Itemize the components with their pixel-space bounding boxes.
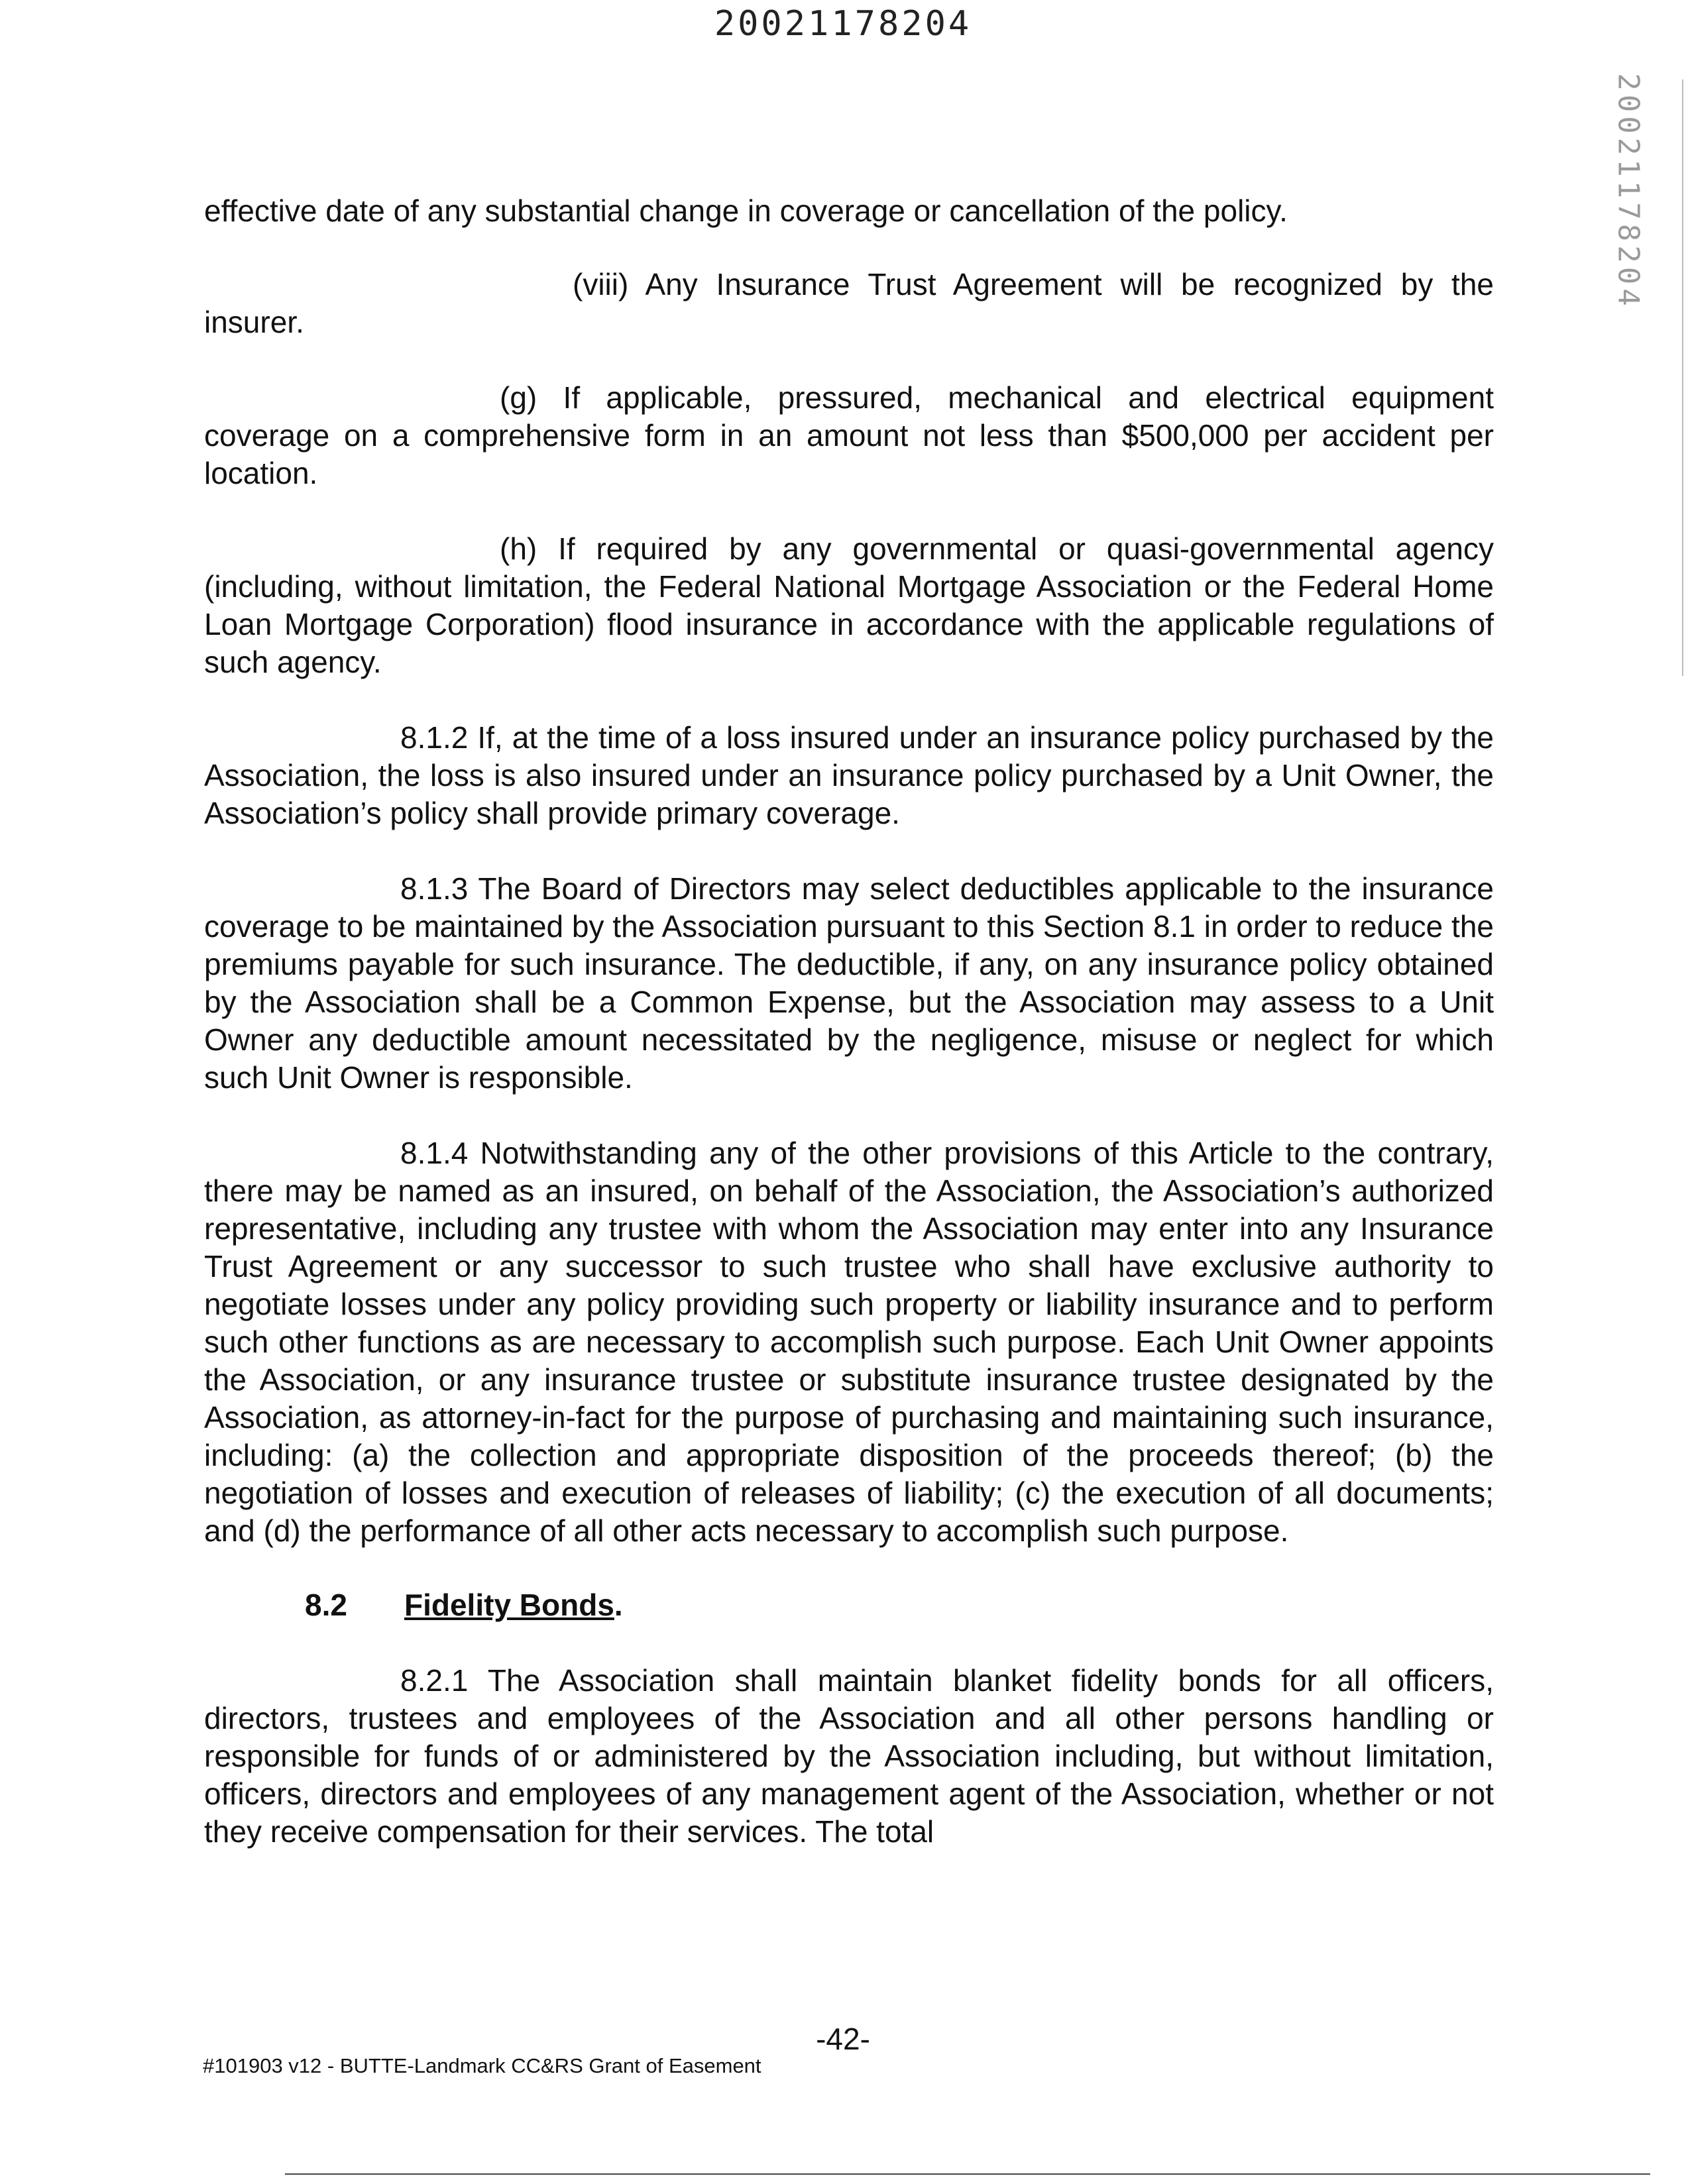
paragraph-continuation: effective date of any substantial change in coverage or cancellation of the policy.	[204, 193, 1288, 228]
paragraph-8-1-4: 8.1.4 Notwithstanding any of the other provisions of this Article to the contrary, there may be named as an insured, on behalf of the Association, the Association’s authorized representative, including any trustee with whom the Association may enter into any Insurance Trust Agreement or any successor to such trustee who shall have exclusive authority to negotiate losses under any policy providing such property or liability insurance and to perform such other functions as are necessary to accomplish such purpose. Each Unit Owner appoints the Association, or any insurance trustee or substitute insurance trustee designated by the Association, as attorney-in-fact for the purpose of purchasing and maintaining such insurance, including: (a) the collection and appropriate disposition of the proceeds thereof; (b) the negotiation of losses and execution of releases of liability; (c) the execution of all documents; and (d) the performance of all other acts necessary to accomplish such purpose.	[204, 1136, 1494, 1548]
document-body	[204, 192, 1494, 1851]
side-stamp-text: 20021178204	[1611, 73, 1646, 310]
section-number: 8.2	[305, 1588, 347, 1622]
section-title: Fidelity Bonds	[404, 1588, 614, 1622]
bottom-rule	[285, 2173, 1650, 2175]
paragraph-g: (g) If applicable, pressured, mechanical and electrical equipment coverage on a comprehensive form in an amount not less than $500,000 per accident per location.	[204, 380, 1494, 490]
paragraph-8-1-3: 8.1.3 The Board of Directors may select deductibles applicable to the insurance coverage to be maintained by the Association pursuant to this Section 8.1 in order to reduce the premiums payable for such insurance. The deductible, if any, on any insurance policy obtained by the Association shall be a Common Expense, but the Association may assess to a Unit Owner any deductible amount necessitated by the negligence, misuse or neglect for which such Unit Owner is responsible.	[204, 871, 1494, 1095]
footer-reference: #101903 v12 - BUTTE-Landmark CC&RS Grant of Easement	[203, 2054, 761, 2077]
page-number: -42-	[816, 2022, 870, 2056]
paragraph-8-1-2: 8.1.2 If, at the time of a loss insured under an insurance policy purchased by the Association, the loss is also insured under an insurance policy purchased by a Unit Owner, the Association’s policy shall provide primary coverage.	[204, 720, 1494, 830]
section-title-period: .	[614, 1588, 623, 1622]
margin-rule	[1682, 80, 1683, 676]
document-number: 20021178204	[714, 4, 972, 44]
side-stamp	[1599, 73, 1658, 310]
paragraph-viii: (viii) Any Insurance Trust Agreement will be recognized by the insurer.	[204, 267, 1494, 339]
section-heading	[204, 1586, 1494, 1624]
paragraph-8-2-1: 8.2.1 The Association shall maintain blanket fidelity bonds for all officers, directors, trustees and employees of the Association and all other persons handling or responsible for funds of or administered by the Association including, but without limitation, officers, directors and employees of any management agent of the Association, whether or not they receive compensation for their services. The total	[204, 1663, 1494, 1849]
paragraph-h: (h) If required by any governmental or quasi-governmental agency (including, without limitation, the Federal National Mortgage Association or the Federal Home Loan Mortgage Corporation) flood insurance in accordance with the applicable regulations of such agency.	[204, 531, 1494, 679]
